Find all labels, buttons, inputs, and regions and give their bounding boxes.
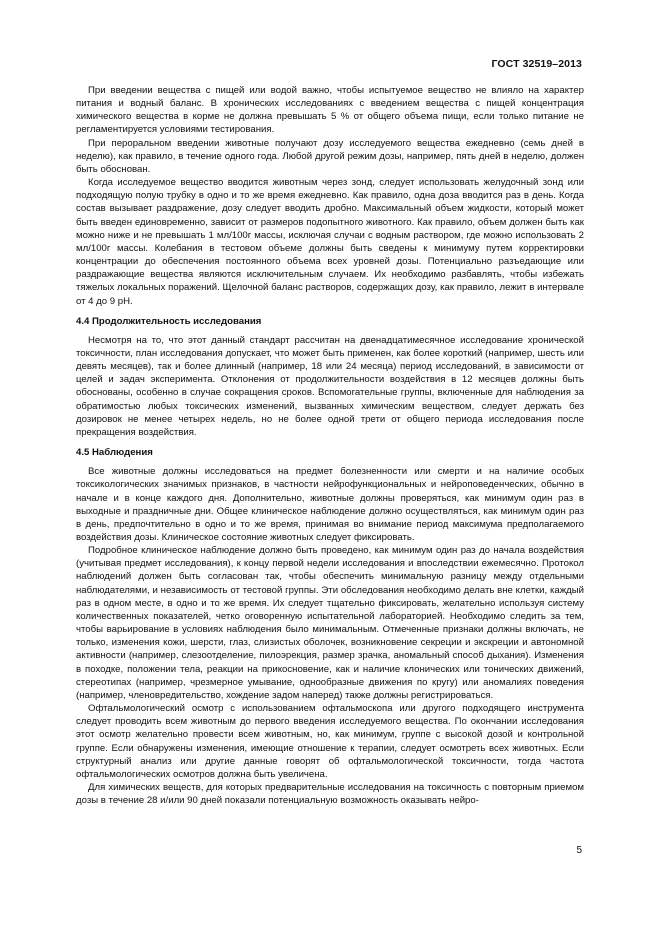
paragraph-food-water: При введении вещества с пищей или водой важно, чтобы испытуемое вещество не влияло на характер питания и водный баланс. В хронических исследованиях с введением вещества с пищей концентрация химического вещества в корме не должна превышать 5 % от общего объема пищи, если только питание не регламентируется условиями тестирования. xyxy=(76,85,584,136)
paragraph-neurotoxicity: Для химических веществ, для которых предварительные исследования на токсичность с повторным приемом дозы в течение 28 и/или 90 дней показали потенциальную возможность оказывать нейро- xyxy=(76,781,584,807)
paragraph-oral-dosing: При пероральном введении животные получают дозу исследуемого вещества ежедневно (семь дней в неделю), как правило, в течение одного года. Любой другой режим дозы, например, пять дней в неделю, должен быть обоснован. xyxy=(76,137,584,175)
section-heading-duration: 4.4 Продолжительность исследования xyxy=(76,315,262,327)
section-heading-observations: 4.5 Наблюдения xyxy=(76,447,153,459)
paragraph-ophthalmology: Офтальмологический осмотр с использованием офтальмоскопа или другого подходящего инструмента следует проводить всем животным до первого введения исследуемого вещества. По окончании исследования этот осмотр желательно провести всем животным, но, как минимум, группе с высокой дозой и контрольной группе. Если обнаружены изменения, имеющие отношение к терапии, следует осмотреть всех животных. Если структурный анализ или другие данные говорят об офтальмологической токсичности, тогда частота офтальмологических осмотров должна быть увеличена. xyxy=(76,703,584,780)
paragraph-daily-observation: Все животные должны исследоваться на предмет болезненности или смерти и на наличие особых токсикологических значимых признаков, в частности нейрофункциональных и нейроповеденческих, обычно в начале и в конце каждого дня. Дополнительно, животные должны проверяться, как минимум один раз в выходные и праздничные дни. Общее клиническое наблюдение должно осуществляться, как минимум один раз в день, предпочтительно в одно и то же время, принимая во внимание период максимума предполагаемого воздействия дозы. Клиническое состояние животных следует фиксировать. xyxy=(76,466,584,543)
document-header xyxy=(491,58,582,70)
page-number: 5 xyxy=(576,845,582,856)
document-body xyxy=(76,84,584,807)
paragraph-gavage: Когда исследуемое вещество вводится животным через зонд, следует использовать желудочный зонд или подходящую полую трубку в одно и то же время ежедневно. Как правило, одна доза вводится раз в день. Когда состав вызывает раздражение, дозу следует вводить дробно. Максимальный объем жидкости, который может быть введен единовременно, зависит от размеров подопытного животного. Как правило, объем должен быть как можно ниже и не превышать 1 мл/100г массы, исключая случаи с водным раствором, где можно использовать 2 мл/100г массы. Колебания в тестовом объеме должны быть сведены к минимуму путем корректировки концентрации до обеспечения постоянного объема всех уровней дозы. Потенциально разъедающие или раздражающие вещества являются исключительным случаем. Их необходимо разбавлять, чтобы избежать тяжелых локальных поражений. Щелочной баланс растворов, содержащих дозу, как правило, лежит в интервале от 4 до 9 pH. xyxy=(76,177,584,307)
paragraph-duration: Несмотря на то, что этот данный стандарт рассчитан на двенадцатимесячное исследование хронической токсичности, план исследования допускает, что может быть применен, как более короткий (например, шесть или девять месяцев), так и более длинный (например, 18 или 24 месяца) период исследований, в зависимости от целей и задач эксперимента. Отклонения от продолжительности воздействия в 12 месяцев должны быть обоснованы, особенно в случае сокращения сроков. Вспомогательные группы, включенные для наблюдения за обратимостью любых токсических изменений, вызванных химическим веществом, следует держать без дозировок не менее четырех недель, но не более одной трети от общего периода исследования после прекращения воздействия. xyxy=(76,334,584,438)
paragraph-detailed-observation: Подробное клиническое наблюдение должно быть проведено, как минимум один раз до начала воздействия (учитывая предмет исследования), к концу первой недели исследования и впоследствии ежемесячно. Протокол наблюдений должен быть согласован так, чтобы обеспечить минимальную разницу между отдельными наблюдателями, и независимость от тестовой группы. Эти обследования необходимо делать вне клетки, каждый раз в одном месте, в одно и то же время. Их следует тщательно фиксировать, желательно используя систему количественных показателей, четко оговоренную испытательной лабораторией. Необходимо следить за тем, чтобы варьирование в условиях наблюдения было минимальным. Отмеченные признаки должны включать, не только, изменения кожи, шерсти, глаз, слизистых оболочек, возникновение секреции и экскреции и автономной активности (например, слезоотделение, пилоэрекция, размер зрачка, аномальный способ дыхания). Изменения в походке, положении тела, реакции на прикосновение, как и наличие клонических или тонических движений, стереотипах (например, чрезмерное умывание, однообразные движения по кругу) или аномалиях поведения (например, членовредительство, хождение задом наперед) также должны регистрироваться. xyxy=(76,545,584,701)
standard-number: ГОСТ 32519–2013 xyxy=(491,58,582,70)
